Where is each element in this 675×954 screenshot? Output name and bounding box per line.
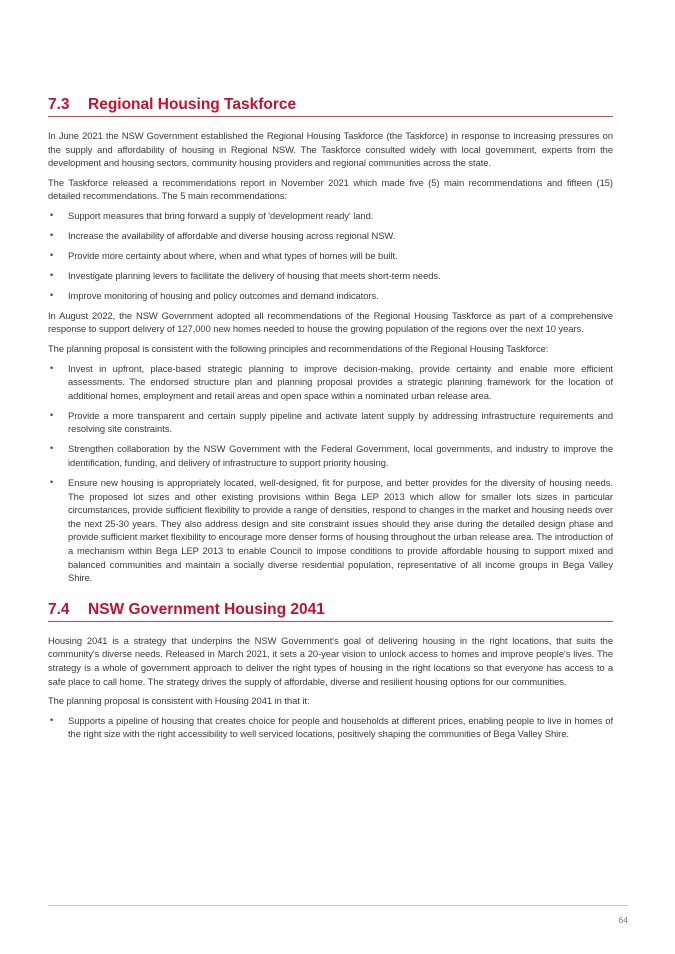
bullet-icon: • xyxy=(50,249,54,260)
list-item xyxy=(48,714,613,741)
list-item xyxy=(48,442,613,469)
list-item-text: Improve monitoring of housing and policy outcomes and demand indicators. xyxy=(68,289,379,301)
paragraph-consistency-intro: The planning proposal is consistent with the following principles and recommendations of the Regional Housing Taskforce: xyxy=(48,343,549,355)
bullet-icon: • xyxy=(50,443,54,454)
paragraph-recommendations-report: The Taskforce released a recommendations report in November 2021 which made five (5) main recommendations and fifteen (15) detailed recommendations. The 5 main recommendations: xyxy=(48,176,613,202)
bullet-icon: • xyxy=(50,409,54,420)
bullet-icon: • xyxy=(50,269,54,280)
list-item-text: Invest in upfront, place-based strategic planning to improve decision-making, provide certainty and enable more efficient assessments. The endorsed structure plan and planning proposal provides a strategic planning framework for the location of additional homes, employment and retail areas and open space within a nominated urban release area. xyxy=(68,362,613,401)
list-item-text: Investigate planning levers to facilitate the delivery of housing that meets short-term needs. xyxy=(68,269,441,281)
list-item-text: Increase the availability of affordable and diverse housing across regional NSW. xyxy=(68,229,396,241)
list-item-text: Provide more certainty about where, when and what types of homes will be built. xyxy=(68,249,398,261)
page-number: 64 xyxy=(618,915,628,925)
section-title: Regional Housing Taskforce xyxy=(88,96,297,113)
bullet-icon: • xyxy=(50,229,54,240)
section-title: NSW Government Housing 2041 xyxy=(88,600,325,618)
list-item-text: Provide a more transparent and certain supply pipeline and activate latent supply by addressing infrastructure requirements and resolving site constraints. xyxy=(68,409,613,435)
section-number: 7.4 xyxy=(48,600,70,618)
paragraph-housing-2041-consistency: The planning proposal is consistent with Housing 2041 in that it: xyxy=(48,695,310,707)
document-page xyxy=(48,96,613,747)
list-item xyxy=(48,209,613,223)
list-item xyxy=(48,362,613,403)
bullet-icon: • xyxy=(50,209,54,220)
housing-2041-consistency-list xyxy=(48,714,613,741)
paragraph-taskforce-established: In June 2021 the NSW Government established the Regional Housing Taskforce (the Taskforce) in response to increasing pressures on the supply and affordability of housing in Regional NSW. The Taskforce consulted widely with local government, experts from the development and housing sectors, community housing providers and regional communities across the state. xyxy=(48,130,613,169)
main-recommendations-list xyxy=(48,209,613,303)
list-item xyxy=(48,409,613,436)
paragraph-housing-2041-intro: Housing 2041 is a strategy that underpins the NSW Government's goal of delivering housing in the right locations, that suits the community's diverse needs. Released in March 2021, it sets a 20-year vision to unlock access to homes and improve people's lives. The strategy is a whole of government approach to deliver the right types of housing in the right locations so that everyone has access to a safe place to call home. The strategy drives the supply of affordable, diverse and resilient housing options for our communities. xyxy=(48,634,613,687)
taskforce-consistency-list xyxy=(48,362,613,585)
footer-divider xyxy=(48,905,628,906)
bullet-icon: • xyxy=(50,362,54,373)
bullet-icon: • xyxy=(50,477,54,487)
list-item xyxy=(48,249,613,263)
list-item xyxy=(48,229,613,243)
list-item xyxy=(48,289,613,303)
list-item-text: Supports a pipeline of housing that creates choice for people and households at different prices, enabling people to live in homes of the right size with the right accessibility to well serviced locations, positively shaping the communities of Bega Valley Shire. xyxy=(68,714,613,740)
list-item-text: Strengthen collaboration by the NSW Government with the Federal Government, local governments, and industry to improve the identification, funding, and delivery of infrastructure to support priority housing. xyxy=(68,443,613,469)
section-heading-7-4 xyxy=(48,601,613,622)
bullet-icon: • xyxy=(50,714,54,725)
paragraph-august-2022: In August 2022, the NSW Government adopted all recommendations of the Regional Housing Taskforce as part of a comprehensive response to support delivery of 127,000 new homes needed to house the growing population of the regions over the next 10 years. xyxy=(48,309,613,335)
list-item-text: Ensure new housing is appropriately located, well-designed, fit for purpose, and better provides for the diversity of housing needs. The proposed lot sizes and other existing provisions within Bega LEP 2013 which allow for smaller lots sizes in particular circumstances, provide sufficient flexibility to provide a range of densities, respond to changes in the market and housing needs over the next 25-30 years. They also address design and site constraint issues should they arise during the detailed design phase and provide sufficient market flexibility to encourage more denser forms of housing throughout the urban release area. The introduction of a mechanism within Bega LEP 2013 to enable Council to impose conditions to provide affordable housing to support mixed and balanced communities and maintain a socially diverse residential population, representative of all income groups in Bega Valley Shire. xyxy=(68,477,613,584)
section-number: 7.3 xyxy=(48,96,70,113)
bullet-icon: • xyxy=(50,289,54,300)
list-item-text: Support measures that bring forward a supply of 'development ready' land. xyxy=(68,209,374,221)
section-heading-7-3 xyxy=(48,96,613,117)
list-item xyxy=(48,476,613,585)
list-item xyxy=(48,269,613,283)
